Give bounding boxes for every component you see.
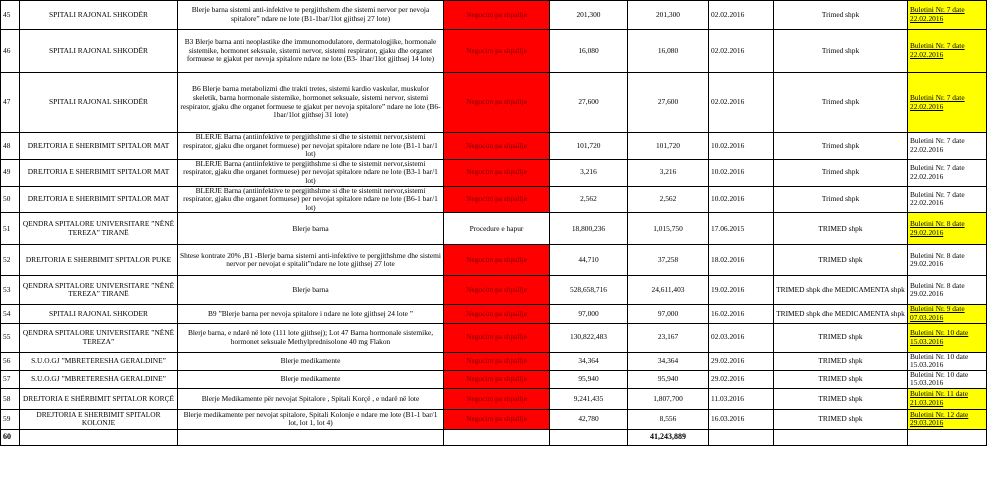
row-number: 49 <box>1 159 20 186</box>
contract-value-cell: 1,015,750 <box>628 213 709 245</box>
institution-cell: QENDRA SPITALORE UNIVERSITARE ”NËNË TEREZA” <box>20 323 178 352</box>
row-number: 45 <box>1 1 20 30</box>
empty-cell <box>908 429 987 445</box>
table-row <box>1 409 987 429</box>
winner-cell: TRIMED shpk <box>774 388 908 409</box>
fund-limit-cell: 27,600 <box>550 73 628 133</box>
contract-value-cell: 27,600 <box>628 73 709 133</box>
object-cell: BLERJE Barna (antiinfektive te pergjithshme si dhe te sistemit nervor,sistemi respirator, gjaku dhe organet formuese) per nevojat spitalore ndare ne lote (B6-1 bar/1 lot) <box>178 186 444 213</box>
procedure-cell: Negocim pa shpallje <box>444 1 550 30</box>
contract-value-cell: 201,300 <box>628 1 709 30</box>
institution-cell: DREJTORIA E SHERBIMIT SPITALOR KOLONJE <box>20 409 178 429</box>
publication-cell: Buletini Nr. 7 date 22.02.2016 <box>908 73 987 133</box>
winner-cell: TRIMED shpk <box>774 409 908 429</box>
object-cell: Blerje barna sistemi anti-infektive te pergjithshem dhe sistemi nervor per nevoja spitalore” ndare ne lote (B1-1bar/1lot gjithsej 27 lote) <box>178 1 444 30</box>
institution-cell: S.U.O.GJ ”MBRETERESHA GERALDINE” <box>20 352 178 370</box>
winner-cell: TRIMED shpk <box>774 213 908 245</box>
fund-limit-cell: 101,720 <box>550 133 628 160</box>
date-cell: 10.02.2016 <box>709 186 774 213</box>
winner-cell: TRIMED shpk <box>774 323 908 352</box>
object-cell: B3 Blerje barna anti neoplastike dhe immunomodulatore, dermatologjike, hormonale sistemike, hormonet seksuale, sistemi nervor, sistemi respirator, gjaku dhe organet formuese te gjakut per nevoja spitalore ndare ne lote (B3- 1bar/1lot gjithsej 14 lote) <box>178 30 444 73</box>
institution-cell: DREJTORIA E SHERBIMIT SPITALOR MAT <box>20 133 178 160</box>
table-row <box>1 370 987 388</box>
date-cell: 02.03.2016 <box>709 323 774 352</box>
object-cell: Blerje barna <box>178 213 444 245</box>
object-cell: BLERJE Barna (antiinfektive te pergjithshme si dhe te sistemit nervor,sistemi respirator, gjaku dhe organet formuese) per nevojat spitalore ndare ne lote (B3-1 bar/1 lot) <box>178 159 444 186</box>
procedure-cell: Negocim pa shpallje <box>444 133 550 160</box>
row-number: 58 <box>1 388 20 409</box>
fund-limit-cell: 18,800,236 <box>550 213 628 245</box>
contract-value-cell: 24,611,403 <box>628 276 709 305</box>
table-row <box>1 73 987 133</box>
winner-cell: TRIMED shpk <box>774 245 908 276</box>
publication-cell: Buletini Nr. 8 date 29.02.2016 <box>908 276 987 305</box>
row-number: 55 <box>1 323 20 352</box>
table-row <box>1 323 987 352</box>
row-number: 53 <box>1 276 20 305</box>
row-number: 52 <box>1 245 20 276</box>
fund-limit-cell: 528,658,716 <box>550 276 628 305</box>
publication-cell: Buletini Nr. 11 date 21.03.2016 <box>908 388 987 409</box>
contract-value-cell: 101,720 <box>628 133 709 160</box>
empty-cell <box>20 429 178 445</box>
table-row <box>1 1 987 30</box>
publication-cell: Buletini Nr. 10 date 15.03.2016 <box>908 352 987 370</box>
table-row <box>1 133 987 160</box>
date-cell: 10.02.2016 <box>709 159 774 186</box>
winner-cell: Trimed shpk <box>774 186 908 213</box>
procedure-cell: Negocim pa shpallje <box>444 159 550 186</box>
procedure-cell: Negocim pa shpallje <box>444 276 550 305</box>
date-cell: 16.02.2016 <box>709 305 774 323</box>
contract-value-cell: 16,080 <box>628 30 709 73</box>
contract-value-cell: 2,562 <box>628 186 709 213</box>
contract-value-cell: 37,258 <box>628 245 709 276</box>
institution-cell: DREJTORIA E SHERBIMIT SPITALOR PUKE <box>20 245 178 276</box>
contract-value-cell: 3,216 <box>628 159 709 186</box>
date-cell: 29.02.2016 <box>709 352 774 370</box>
contract-value-cell: 23,167 <box>628 323 709 352</box>
empty-cell <box>444 429 550 445</box>
row-number: 46 <box>1 30 20 73</box>
winner-cell: Trimed shpk <box>774 159 908 186</box>
institution-cell: DREJTORIA E SHERBIMIT SPITALOR MAT <box>20 186 178 213</box>
publication-cell: Buletini Nr. 7 date 22.02.2016 <box>908 1 987 30</box>
institution-cell: DREJTORIA E SHËRBIMIT SPITALOR KORÇË <box>20 388 178 409</box>
object-cell: B9 ”Blerje barna per nevoja spitalore i ndare ne lote gjithsej 24 lote ” <box>178 305 444 323</box>
institution-cell: SPITALI RAJONAL SHKODËR <box>20 30 178 73</box>
fund-limit-cell: 95,940 <box>550 370 628 388</box>
date-cell: 11.03.2016 <box>709 388 774 409</box>
empty-cell <box>550 429 628 445</box>
object-cell: BLERJE Barna (antiinfektive te pergjithshme si dhe te sistemit nervor,sistemi respirator, gjaku dhe organet formuese) per nevojat spitalore ndare ne lote (B1-1 bar/1 lot) <box>178 133 444 160</box>
fund-limit-cell: 3,216 <box>550 159 628 186</box>
object-cell: Blerje medikamente <box>178 352 444 370</box>
winner-cell: Trimed shpk <box>774 73 908 133</box>
fund-limit-cell: 201,300 <box>550 1 628 30</box>
date-cell: 18.02.2016 <box>709 245 774 276</box>
empty-cell <box>178 429 444 445</box>
winner-cell: TRIMED shpk dhe MEDICAMENTA shpk <box>774 276 908 305</box>
object-cell: Blerje barna, e ndarë në lote (111 lote gjithsej); Lot 47 Barna hormonale sistemike, hormonet seksuale Methylprednisolone 40 mg Flakon <box>178 323 444 352</box>
publication-cell: Buletini Nr. 8 date 29.02.2016 <box>908 245 987 276</box>
date-cell: 02.02.2016 <box>709 73 774 133</box>
publication-cell: Buletini Nr. 7 date 22.02.2016 <box>908 159 987 186</box>
object-cell: Blerje barna <box>178 276 444 305</box>
procedure-cell: Negocim pa shpallje <box>444 409 550 429</box>
row-number: 59 <box>1 409 20 429</box>
fund-limit-cell: 42,780 <box>550 409 628 429</box>
total-row <box>1 429 987 445</box>
date-cell: 19.02.2016 <box>709 276 774 305</box>
winner-cell: Trimed shpk <box>774 133 908 160</box>
fund-limit-cell: 97,000 <box>550 305 628 323</box>
publication-cell: Buletini Nr. 8 date 29.02.2016 <box>908 213 987 245</box>
row-number: 47 <box>1 73 20 133</box>
object-cell: B6 Blerje barna metabolizmi dhe trakti tretes, sistemi kardio vaskular, muskulor skeletik, barna hormonale sistemike, hormonet seksuale, sistemi nervor, sistemi respirator, gjaku dhe organet formuese te gjakut per nevoja spitalore” ndare ne lote (B6-1bar/1lot gjithsej 31 lote) <box>178 73 444 133</box>
table-row <box>1 213 987 245</box>
procedure-cell: Negocim pa shpallje <box>444 30 550 73</box>
table-row <box>1 245 987 276</box>
table-row <box>1 276 987 305</box>
date-cell: 16.03.2016 <box>709 409 774 429</box>
winner-cell: TRIMED shpk <box>774 370 908 388</box>
contract-value-cell: 34,364 <box>628 352 709 370</box>
publication-cell: Buletini Nr. 7 date 22.02.2016 <box>908 186 987 213</box>
date-cell: 17.06.2015 <box>709 213 774 245</box>
row-number: 48 <box>1 133 20 160</box>
contract-value-cell: 8,556 <box>628 409 709 429</box>
institution-cell: SPITALI RAJONAL SHKODER <box>20 305 178 323</box>
publication-cell: Buletini Nr. 12 date 29.03.2016 <box>908 409 987 429</box>
winner-cell: Trimed shpk <box>774 1 908 30</box>
winner-cell: Trimed shpk <box>774 30 908 73</box>
date-cell: 29.02.2016 <box>709 370 774 388</box>
publication-cell: Buletini Nr. 10 date 15.03.2016 <box>908 370 987 388</box>
row-number: 57 <box>1 370 20 388</box>
procedure-cell: Negocim pa shpallje <box>444 186 550 213</box>
table-row <box>1 159 987 186</box>
empty-cell <box>774 429 908 445</box>
contract-value-cell: 95,940 <box>628 370 709 388</box>
institution-cell: S.U.O.GJ ”MBRETERESHA GERALDINE” <box>20 370 178 388</box>
procedure-cell: Negocim pa shpallje <box>444 73 550 133</box>
institution-cell: DREJTORIA E SHERBIMIT SPITALOR MAT <box>20 159 178 186</box>
procedure-cell: Procedure e hapur <box>444 213 550 245</box>
table-row <box>1 305 987 323</box>
object-cell: Shtese kontrate 20% ,B1 -Blerje barna sistemi anti-infektive te pergjithshme dhe sistemi nervor per nevojat e spitalit”ndare ne lote gjithsej 27 lote <box>178 245 444 276</box>
table-body <box>1 1 987 446</box>
publication-cell: Buletini Nr. 9 date 07.03.2016 <box>908 305 987 323</box>
procedure-cell: Negocim pa shpallje <box>444 305 550 323</box>
object-cell: Blerje medikamente per nevojat spitalore, Spitali Kolonje e ndare me lote (B1-1 bar/1 lot, lot 1, lot 4) <box>178 409 444 429</box>
table-row <box>1 352 987 370</box>
winner-cell: TRIMED shpk dhe MEDICAMENTA shpk <box>774 305 908 323</box>
contract-value-cell: 97,000 <box>628 305 709 323</box>
procedure-cell: Negocim pa shpallje <box>444 323 550 352</box>
winner-cell: TRIMED shpk <box>774 352 908 370</box>
row-number: 51 <box>1 213 20 245</box>
table-row <box>1 186 987 213</box>
row-number: 54 <box>1 305 20 323</box>
procedure-cell: Negocim pa shpallje <box>444 370 550 388</box>
fund-limit-cell: 2,562 <box>550 186 628 213</box>
procedure-cell: Negocim pa shpallje <box>444 352 550 370</box>
institution-cell: SPITALI RAJONAL SHKODËR <box>20 1 178 30</box>
row-number: 60 <box>1 429 20 445</box>
empty-cell <box>709 429 774 445</box>
institution-cell: QENDRA SPITALORE UNIVERSITARE ”NËNË TEREZA” TIRANË <box>20 213 178 245</box>
date-cell: 10.02.2016 <box>709 133 774 160</box>
table-row <box>1 388 987 409</box>
contract-value-cell: 1,807,700 <box>628 388 709 409</box>
publication-cell: Buletini Nr. 7 date 22.02.2016 <box>908 30 987 73</box>
row-number: 56 <box>1 352 20 370</box>
table-row <box>1 30 987 73</box>
institution-cell: SPITALI RAJONAL SHKODËR <box>20 73 178 133</box>
total-value-cell: 41,243,889 <box>628 429 709 445</box>
procedure-cell: Negocim pa shpallje <box>444 245 550 276</box>
publication-cell: Buletini Nr. 7 date 22.02.2016 <box>908 133 987 160</box>
fund-limit-cell: 16,080 <box>550 30 628 73</box>
institution-cell: QENDRA SPITALORE UNIVERSITARE ”NËNË TEREZA” TIRANË <box>20 276 178 305</box>
fund-limit-cell: 9,241,435 <box>550 388 628 409</box>
date-cell: 02.02.2016 <box>709 30 774 73</box>
fund-limit-cell: 34,364 <box>550 352 628 370</box>
fund-limit-cell: 44,710 <box>550 245 628 276</box>
object-cell: Blerje medikamente <box>178 370 444 388</box>
date-cell: 02.02.2016 <box>709 1 774 30</box>
publication-cell: Buletini Nr. 10 date 15.03.2016 <box>908 323 987 352</box>
fund-limit-cell: 130,822,483 <box>550 323 628 352</box>
procedure-cell: Negocim pa shpallje <box>444 388 550 409</box>
object-cell: Blerje Medikamente për nevojat Spitalore , Spitali Korçë , e ndarë në lote <box>178 388 444 409</box>
row-number: 50 <box>1 186 20 213</box>
